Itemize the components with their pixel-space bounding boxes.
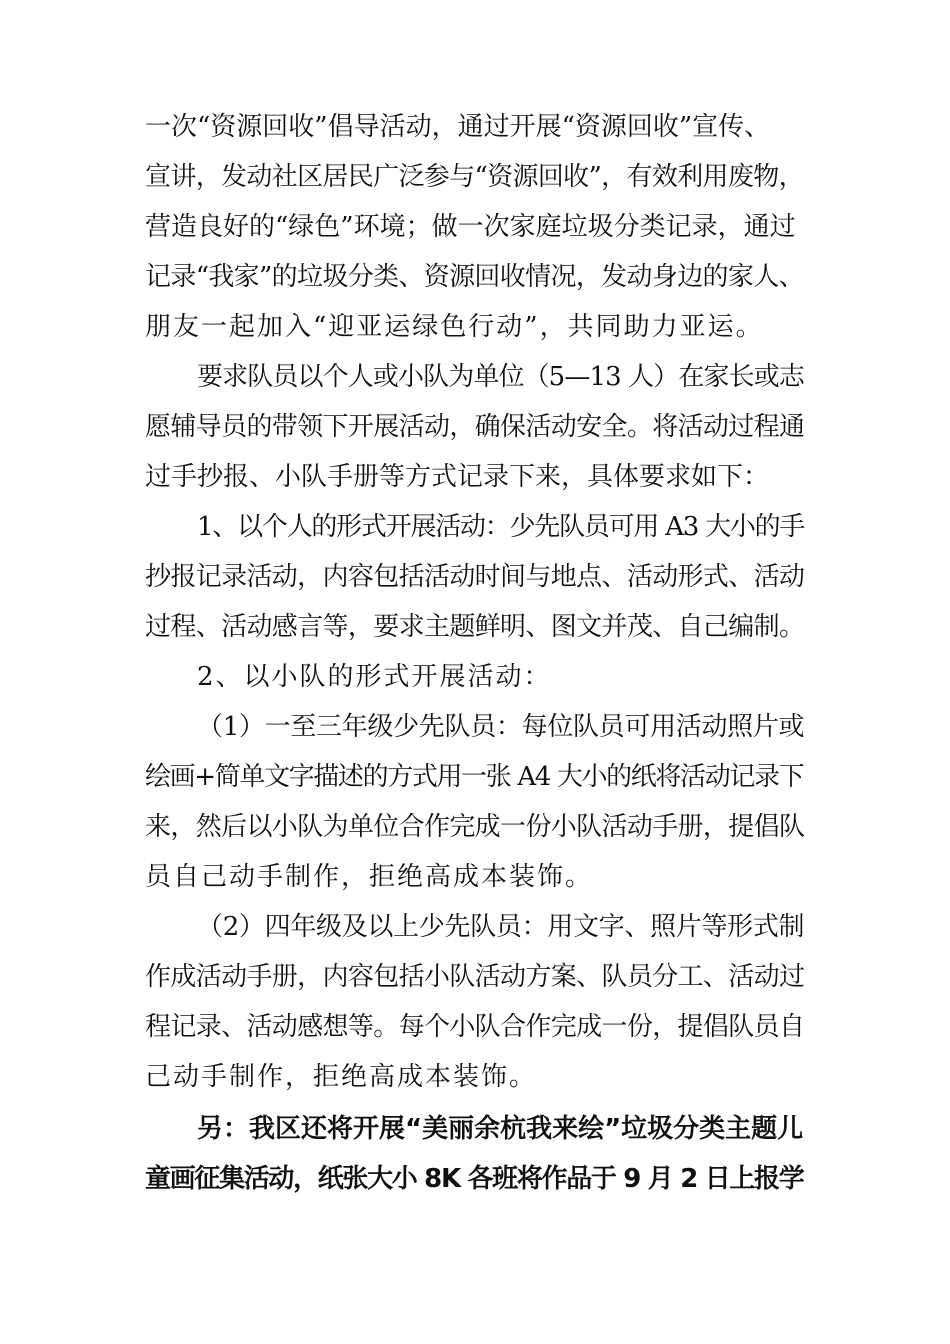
paragraph-line: 朋友一起加入“迎亚运绿色行动”，共同助力亚运。: [145, 312, 764, 342]
paragraph-line-bold: 另：我区还将开展“美丽余杭我来绘”垃圾分类主题儿: [197, 1114, 804, 1144]
paragraph-line: 1、以个人的形式开展活动：少先队员可用 A3 大小的手: [197, 512, 805, 542]
paragraph-line: 程记录、活动感想等。每个小队合作完成一份，提倡队员自: [145, 1012, 805, 1042]
paragraph-line: 抄报记录活动，内容包括活动时间与地点、活动形式、活动: [145, 562, 805, 592]
paragraph-line: （1）一至三年级少先队员：每位队员可用活动照片或: [197, 712, 805, 742]
paragraph-line: 愿辅导员的带领下开展活动，确保活动安全。将活动过程通: [145, 412, 805, 442]
paragraph-line-bold: 童画征集活动，纸张大小 8K 各班将作品于 9 月 2 日上报学: [145, 1164, 804, 1194]
paragraph-line: 来，然后以小队为单位合作完成一份小队活动手册，提倡队: [145, 812, 805, 842]
paragraph-line: 绘画+简单文字描述的方式用一张 A4 大小的纸将活动记录下: [145, 762, 804, 792]
paragraph-line: 过手抄报、小队手册等方式记录下来，具体要求如下：: [145, 462, 770, 492]
paragraph-line: （2）四年级及以上少先队员：用文字、照片等形式制: [197, 912, 805, 942]
paragraph-line: 过程、活动感言等，要求主题鲜明、图文并茂、自己编制。: [145, 612, 805, 642]
paragraph-line: 2、以小队的形式开展活动：: [197, 662, 552, 692]
paragraph-line: 己动手制作，拒绝高成本装饰。: [145, 1062, 538, 1092]
paragraph-line: 记录“我家”的垃圾分类、资源回收情况，发动身边的家人、: [145, 262, 804, 292]
paragraph-line: 宣讲，发动社区居民广泛参与“资源回收”，有效利用废物，: [145, 162, 804, 192]
paragraph-line: 要求队员以个人或小队为单位（5—13 人）在家长或志: [197, 362, 805, 392]
paragraph-line: 一次“资源回收”倡导活动，通过开展“资源回收”宣传、: [145, 112, 771, 142]
paragraph-line: 营造良好的“绿色”环境；做一次家庭垃圾分类记录，通过: [145, 212, 796, 242]
paragraph-line: 员自己动手制作，拒绝高成本装饰。: [145, 862, 594, 892]
paragraph-line: 作成活动手册，内容包括小队活动方案、队员分工、活动过: [145, 962, 805, 992]
